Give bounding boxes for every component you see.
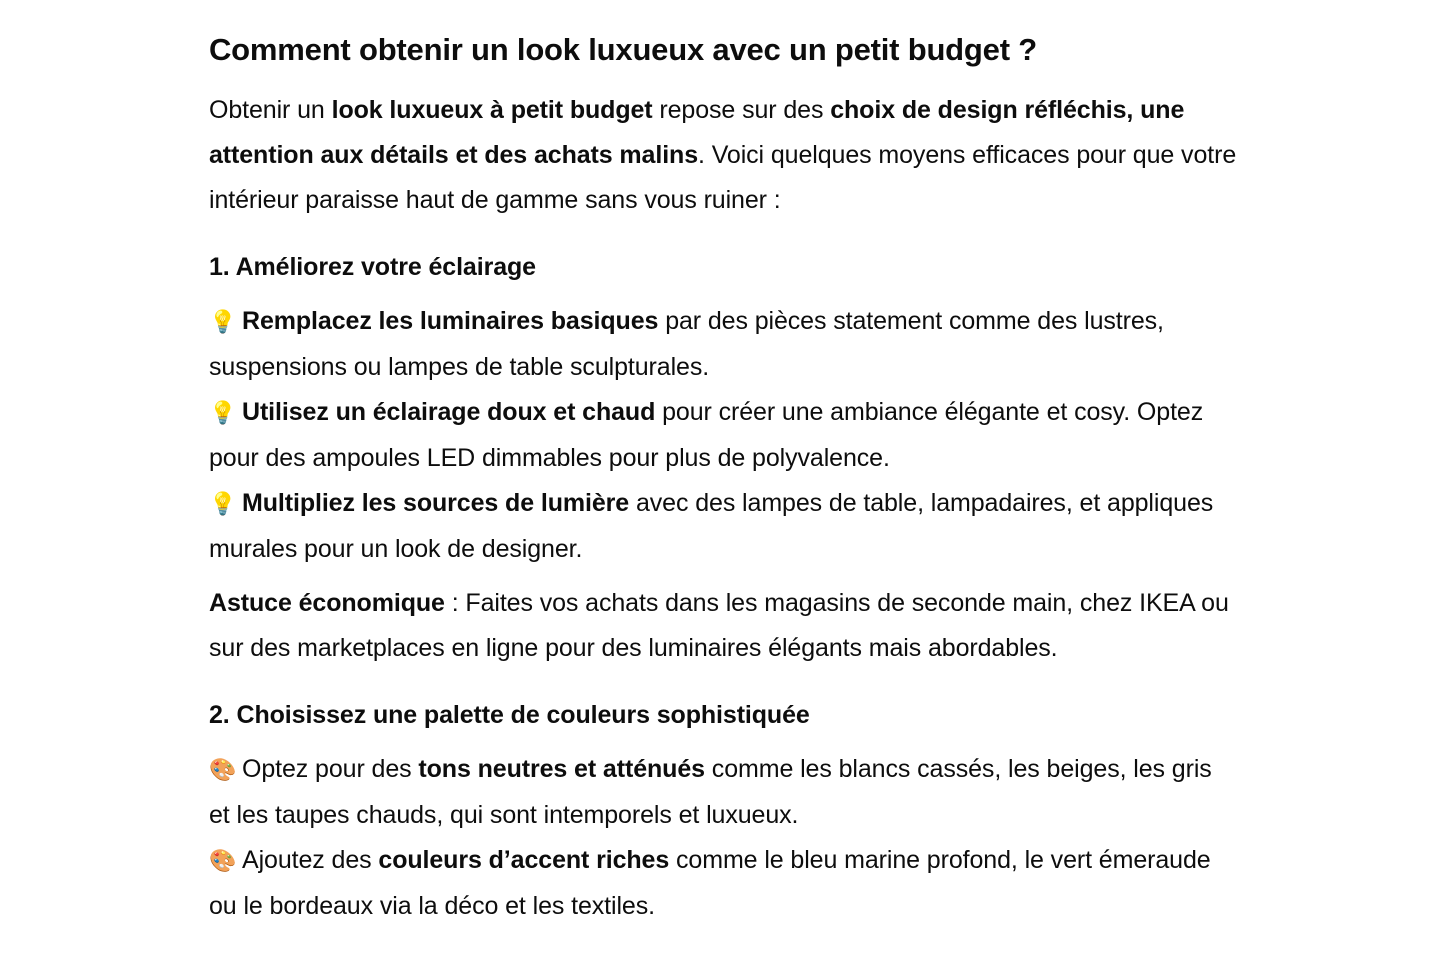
color-item-pre: Optez pour des bbox=[242, 755, 419, 783]
lighting-item-text: avec des lampes de table, lampadaires, et appliques murales pour un look de designer. bbox=[209, 489, 1214, 563]
color-item-text: comme le bleu marine profond, le vert émeraude ou le bordeaux via la déco et les textiles. bbox=[209, 846, 1211, 920]
lighting-item-bold: Utilisez un éclairage doux et chaud bbox=[242, 398, 656, 426]
lighting-item bbox=[209, 489, 1213, 563]
light-bulb-icon: 💡 bbox=[209, 310, 237, 335]
section-heading-colors: 2. Choisissez une palette de couleurs sophistiquée bbox=[209, 701, 810, 729]
color-item bbox=[209, 846, 1211, 920]
intro-bold-1: look luxueux à petit budget bbox=[331, 96, 653, 124]
color-item-text: comme les blancs cassés, les beiges, les gris et les taupes chauds, qui sont intemporels et luxueux. bbox=[209, 755, 1212, 829]
palette-icon: 🎨 bbox=[209, 849, 237, 874]
lighting-item-bold: Remplacez les luminaires basiques bbox=[242, 307, 659, 335]
color-tips-list bbox=[209, 747, 1239, 929]
light-bulb-icon: 💡 bbox=[209, 492, 237, 517]
section-heading-lighting: 1. Améliorez votre éclairage bbox=[209, 253, 536, 281]
intro-text-1: Obtenir un bbox=[209, 96, 332, 124]
intro-text-3: . Voici quelques moyens efficaces pour que votre intérieur paraisse haut de gamme sans vous ruiner : bbox=[209, 141, 1237, 214]
intro-paragraph bbox=[209, 88, 1239, 223]
color-item bbox=[209, 755, 1212, 829]
lighting-item-text: par des pièces statement comme des lustres, suspensions ou lampes de table sculpturales. bbox=[209, 307, 1164, 381]
budget-tip-label: Astuce économique bbox=[209, 589, 445, 617]
lighting-item bbox=[209, 307, 1164, 381]
intro-bold-2: choix de design réfléchis, une attention aux détails et des achats malins bbox=[209, 96, 1185, 169]
intro-text-2: repose sur des bbox=[652, 96, 831, 124]
palette-icon: 🎨 bbox=[209, 758, 237, 783]
lighting-item-bold: Multipliez les sources de lumière bbox=[242, 489, 630, 517]
lighting-tips-list bbox=[209, 299, 1239, 572]
lighting-item bbox=[209, 398, 1203, 472]
color-item-bold: couleurs d’accent riches bbox=[378, 846, 670, 874]
color-item-bold: tons neutres et atténués bbox=[418, 755, 705, 783]
budget-tip-text: : Faites vos achats dans les magasins de seconde main, chez IKEA ou sur des marketplaces en ligne pour des luminaires élégants mais abordables. bbox=[209, 589, 1229, 662]
lighting-item-text: pour créer une ambiance élégante et cosy. Optez pour des ampoules LED dimmables pour plus de polyvalence. bbox=[209, 398, 1204, 472]
article-title: Comment obtenir un look luxueux avec un petit budget ? bbox=[209, 32, 1037, 67]
color-item-pre: Ajoutez des bbox=[242, 846, 379, 874]
light-bulb-icon: 💡 bbox=[209, 401, 237, 426]
budget-tip bbox=[209, 581, 1239, 671]
